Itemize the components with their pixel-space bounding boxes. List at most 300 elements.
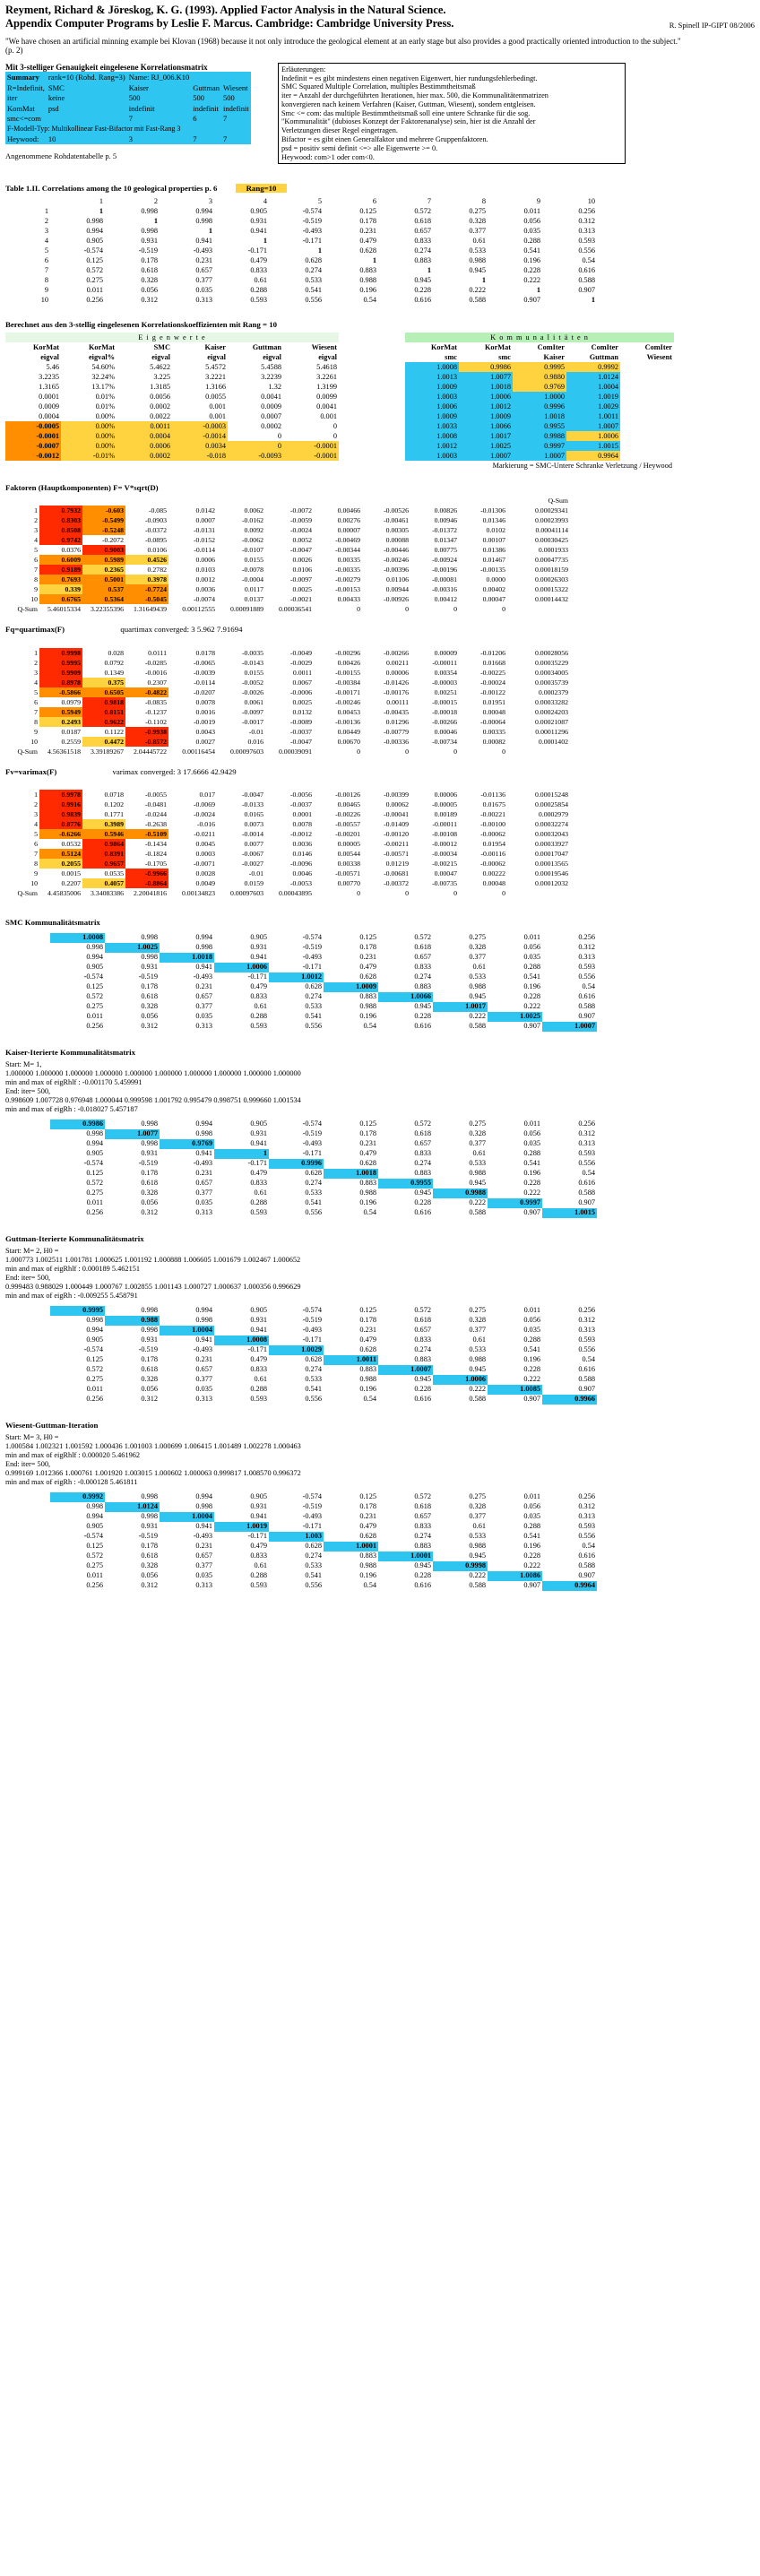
factor-header-row — [5, 638, 570, 648]
matrix-cell: 0.328 — [469, 943, 486, 952]
matrix-cell: 0.377 — [195, 1189, 212, 1197]
diagonal-cell: 1.0007 — [542, 1022, 597, 1032]
matrix-cell: 0.593 — [250, 1395, 267, 1404]
diagonal-cell: 0.9966 — [542, 1395, 597, 1405]
factor-cell: -0.00018 — [432, 707, 457, 716]
factor-cell: -0.0895 — [144, 536, 167, 545]
summary-cell: 500 — [221, 92, 251, 103]
eigen-cell: 0.00% — [61, 421, 117, 431]
fac1-section — [5, 483, 749, 614]
matrix-cell: 0.907 — [523, 1395, 540, 1404]
table-row — [5, 506, 570, 515]
matrix-cell: 0.377 — [469, 1139, 486, 1148]
corr-cell: 1 — [263, 237, 267, 246]
summary-cell: indefinit — [191, 103, 221, 114]
factor-cell: -0.00336 — [384, 737, 409, 746]
fac2-conv: quartimax converged: 3 5.962 7.91694 — [120, 625, 243, 635]
factor-cell: 0.8776 — [39, 819, 82, 829]
matrix-section — [5, 1048, 749, 1218]
row-spacer — [5, 1532, 50, 1542]
factor-cell: 0.01954 — [482, 840, 505, 849]
factor-cell: 0.0011 — [292, 668, 312, 677]
marker-row — [5, 461, 674, 471]
eigen-cell: 0.9880 — [513, 372, 566, 382]
eigen-cell: 0.9955 — [513, 421, 566, 431]
row-spacer — [5, 1395, 50, 1405]
matrix-cell: 0.035 — [195, 1385, 212, 1394]
col-header: Wiesent — [646, 352, 672, 361]
col-header: 7 — [427, 197, 431, 206]
corr-cell: 0.588 — [578, 276, 595, 285]
matrix-cell: -0.171 — [302, 1336, 322, 1344]
eigen-cell: 1.0007 — [459, 451, 513, 461]
col-header: Kaiser — [204, 342, 226, 351]
matrix-title: Kaiser-Iterierte Kommunalitätsmatrix — [5, 1047, 136, 1057]
factor-cell: 0.00035739 — [534, 678, 568, 687]
factor-cell: 0.0052 — [292, 536, 312, 545]
corr-cell: 0.833 — [414, 237, 431, 246]
eigen-cell: 0 — [228, 441, 283, 451]
matrix-cell: 0.222 — [523, 1561, 540, 1570]
matrix-cell: 0.256 — [578, 933, 595, 942]
table-row — [5, 1345, 597, 1355]
matrix-cell: -0.493 — [302, 953, 322, 962]
table-row — [5, 1561, 597, 1571]
eigen-cell: 1.0013 — [405, 372, 459, 382]
factor-cell: 0.0012 — [195, 575, 215, 584]
corr-cell: 1 — [317, 246, 322, 255]
matrix-cell: 0.945 — [414, 1002, 431, 1011]
corr-cell: 0.941 — [195, 237, 212, 246]
matrix-cell: 0.907 — [578, 1385, 595, 1394]
eigen-cell — [339, 431, 405, 441]
matrix-cell: 0.313 — [195, 1395, 212, 1404]
matrix-cell: 0.011 — [86, 1198, 103, 1207]
explanation-line: iter = Anzahl der durchgeführten Iterationen, hier max. 500, die Kommunalitätenmatrizen — [281, 91, 548, 100]
table-row — [5, 1149, 597, 1159]
table-row — [5, 1208, 597, 1218]
table-row — [5, 658, 570, 668]
matrix-cell: 0.588 — [469, 1395, 486, 1404]
table-row — [5, 972, 597, 982]
matrix-cell: 0.883 — [414, 982, 431, 991]
matrix-cell: 0.313 — [578, 1139, 595, 1148]
qsum-cell: 0.00112555 — [182, 605, 215, 614]
corr-cell: 0.941 — [250, 227, 267, 236]
table-row — [5, 668, 570, 678]
corr-cell: 0.593 — [250, 296, 267, 305]
factor-cell: -0.0114 — [194, 546, 215, 555]
row-spacer — [5, 1336, 50, 1345]
factor-cell: -0.0835 — [144, 697, 167, 706]
factor-cell: -0.0089 — [289, 717, 312, 726]
factor-cell: 0.00026303 — [534, 575, 568, 584]
factor-cell: -0.0037 — [289, 800, 312, 809]
matrix-cell: 0.011 — [523, 1492, 540, 1501]
corr-title — [5, 184, 749, 193]
matrix-cell: 0.593 — [578, 1336, 595, 1344]
factor-cell: 0.0077 — [244, 840, 263, 849]
row-label: 9 — [44, 286, 48, 295]
diagonal-cell: 1.0009 — [324, 982, 378, 992]
eigen-cell: 0.0022 — [150, 411, 170, 420]
matrix-cell: -0.574 — [83, 1159, 103, 1168]
matrix-cell: 0.231 — [195, 982, 212, 991]
matrix-cell: 0.54 — [582, 1169, 595, 1178]
factor-cell: 0.00402 — [482, 585, 505, 594]
factor-cell: 0.0106 — [292, 566, 312, 575]
summary-title: Mit 3-stelliger Genauigkeit eingelesene Korrelationsmatrix — [5, 62, 208, 72]
table-row — [5, 707, 570, 717]
row-label: 8 — [34, 575, 38, 584]
matrix-cell: 0.572 — [414, 1492, 431, 1501]
corr-cell: 0.588 — [469, 296, 486, 305]
matrix-cell: 0.288 — [250, 1385, 267, 1394]
factor-cell: 0.00019546 — [534, 869, 568, 878]
matrix-cell: 0.905 — [86, 1336, 103, 1344]
corr-cell: 0.228 — [414, 286, 431, 295]
matrix-cell: 0.588 — [469, 1581, 486, 1590]
factor-cell: 0.0003 — [195, 850, 215, 859]
matrix-cell: 0.883 — [414, 1169, 431, 1178]
row-label: 5 — [44, 246, 48, 255]
factor-cell: 0.00018159 — [534, 566, 568, 575]
matrix-cell: 0.288 — [523, 963, 540, 972]
factor-cell: 0.00433 — [337, 595, 360, 604]
matrix-cell: 0.618 — [414, 943, 431, 952]
factor-cell: -0.8864 — [125, 878, 168, 888]
kommunalitaet-matrices — [5, 918, 749, 1591]
factor-cell: -0.0016 — [144, 668, 167, 677]
diagonal-cell: 1.0015 — [542, 1208, 597, 1218]
factor-cell: -0.1434 — [144, 840, 167, 849]
eigen-cell: 0.0099 — [316, 392, 337, 401]
matrix-cell: 0.556 — [305, 1022, 322, 1031]
matrix-cell: 0.533 — [469, 1159, 486, 1168]
matrix-cell: 0.931 — [250, 943, 267, 952]
factor-cell: 0.9657 — [82, 859, 125, 869]
matrix-cell: 0.011 — [86, 1012, 103, 1021]
corr-section — [5, 184, 749, 305]
factor-cell: -0.00108 — [432, 830, 457, 839]
summary-cell: 6 — [191, 113, 221, 124]
corr-cell: 0.056 — [141, 286, 158, 295]
eigen-cell: 1.0011 — [566, 411, 620, 421]
matrix-cell: 0.54 — [363, 1208, 376, 1217]
eigen-cell: 0.0056 — [150, 392, 170, 401]
matrix-cell: 0.998 — [141, 1306, 158, 1315]
matrix-cell: 0.588 — [469, 1208, 486, 1217]
factor-cell: -0.0026 — [241, 687, 263, 696]
col-header: smc — [445, 352, 457, 361]
matrix-cell: 0.616 — [414, 1395, 431, 1404]
matrix-cell: 0.556 — [305, 1208, 322, 1217]
col-header: 6 — [372, 197, 376, 206]
diagonal-cell: 1.0018 — [160, 953, 214, 963]
matrix-cell: 0.657 — [195, 1179, 212, 1188]
eigen-cell: 0.9997 — [513, 441, 566, 451]
header-spacer — [39, 780, 82, 790]
factor-cell: 0.00047 — [482, 595, 505, 604]
eigen-cell: -0.01% — [61, 451, 117, 461]
explanation-line: SMC Squared Multiple Correlation, multiples Bestimmtheitsmaß — [281, 82, 476, 91]
factor-cell: 0.0045 — [195, 840, 215, 849]
table-row — [5, 217, 597, 227]
diagonal-cell: 0.9964 — [542, 1581, 597, 1591]
kommunalitaet-band: K o m m u n a l i t ä t e n — [405, 333, 674, 342]
matrix-cell: 0.228 — [523, 1179, 540, 1188]
matrix-cell: 0.833 — [250, 1179, 267, 1188]
matrix-cell: 0.833 — [250, 1552, 267, 1560]
matrix-cell: 0.61 — [472, 1336, 486, 1344]
matrix-cell: 0.593 — [250, 1208, 267, 1217]
corr-cell: 0.533 — [305, 276, 322, 285]
factor-cell: 0.0007 — [195, 516, 215, 525]
table-row — [5, 1022, 597, 1032]
matrix-cell: 0.256 — [578, 1492, 595, 1501]
factor-cell: -0.0021 — [289, 595, 312, 604]
matrix-cell: 0.931 — [141, 1336, 158, 1344]
table-row — [5, 717, 570, 727]
header-spacer — [82, 638, 125, 648]
table-row — [5, 1159, 597, 1169]
matrix-cell: 0.035 — [195, 1571, 212, 1580]
corr-cell: 0.998 — [195, 217, 212, 226]
factor-cell: 0.8508 — [39, 525, 82, 535]
corr-cell: 0.256 — [578, 207, 595, 216]
corr-cell: 0.312 — [578, 217, 595, 226]
row-label: 8 — [34, 717, 38, 726]
qsum-cell: 0 — [405, 889, 409, 898]
factor-cell: -0.0049 — [289, 648, 312, 657]
eigen-cell: 1.3165 — [39, 382, 59, 391]
factor-cell: 0.4526 — [125, 555, 168, 565]
factor-cell: 0.0155 — [244, 668, 263, 677]
eigen-section — [5, 320, 749, 471]
factor-cell: -0.00246 — [384, 556, 409, 565]
matrix-cell: 0.274 — [305, 1552, 322, 1560]
eigen-cell: 1.3185 — [150, 382, 170, 391]
factor-cell: 0.00222 — [482, 869, 505, 878]
matrix-cell: 0.274 — [414, 1532, 431, 1541]
corr-cell: 0.275 — [86, 276, 103, 285]
matrix-cell: 0.931 — [250, 1129, 267, 1138]
matrix-cell: 0.988 — [359, 1002, 376, 1011]
matrix-cell: 0.228 — [414, 1571, 431, 1580]
factor-cell: 0.2493 — [39, 717, 82, 727]
factor-cell: 0.2307 — [147, 678, 167, 687]
matrix-cell: -0.574 — [83, 972, 103, 981]
factor-cell: 0.00033927 — [534, 840, 568, 849]
factor-cell: -0.00005 — [432, 800, 457, 809]
factor-cell: 0.00030425 — [534, 536, 568, 545]
header-spacer — [362, 638, 410, 648]
matrix-cell: 0.011 — [523, 933, 540, 942]
factor-cell: -0.085 — [148, 506, 167, 515]
eigen-cell: 0.0034 — [172, 441, 228, 451]
factor-cell: 0.00670 — [337, 737, 360, 746]
row-spacer — [5, 1492, 50, 1502]
matrix-cell: 0.998 — [141, 1139, 158, 1148]
corr-cell: 0.61 — [472, 237, 486, 246]
row-spacer — [5, 1522, 50, 1532]
eigen-header-row — [5, 342, 674, 352]
factor-cell: 0.00033282 — [534, 697, 568, 706]
header-spacer — [362, 496, 410, 506]
matrix-cell: 0.941 — [195, 1336, 212, 1344]
row-spacer — [5, 992, 50, 1002]
matrix-cell: 0.988 — [359, 1561, 376, 1570]
eigen-cell — [339, 441, 405, 451]
table-row — [5, 1375, 597, 1385]
factor-cell: -0.0039 — [193, 668, 215, 677]
factor-cell: -0.0244 — [144, 810, 167, 819]
matrix-cell: 0.479 — [359, 1336, 376, 1344]
row-label: 1 — [44, 207, 48, 216]
matrix-cell: 0.178 — [359, 1502, 376, 1511]
title-line-2 — [5, 17, 755, 30]
diagonal-cell: 1.0029 — [269, 1345, 324, 1355]
eigen-cell: -0.0012 — [5, 451, 61, 461]
matrix-cell: 0.312 — [578, 1129, 595, 1138]
factor-cell: -0.00215 — [432, 860, 457, 869]
col-header: eigval — [318, 352, 337, 361]
qsum-cell: 0.00036541 — [278, 605, 312, 614]
corr-cell: 0.616 — [414, 296, 431, 305]
matrix-cell: 0.572 — [86, 1365, 103, 1374]
corr-cell: 0.541 — [305, 286, 322, 295]
summary-cell: Name: RJ_006.K10 — [128, 73, 190, 82]
factor-cell: 0.6765 — [39, 594, 82, 604]
kommunalitaet-table — [5, 1119, 597, 1218]
matrix-cell: 0.125 — [359, 1492, 376, 1501]
factor-cell: -0.00335 — [335, 566, 360, 575]
col-header: eigval% — [88, 352, 115, 361]
corr-cell: 0.196 — [359, 286, 376, 295]
matrix-cell: -0.493 — [193, 1532, 212, 1541]
explanation-line: psd = positiv semi definit <=> alle Eigenwerte >= 0. — [281, 143, 438, 152]
factor-cell: 0.0146 — [292, 850, 312, 859]
matrix-cell: 0.479 — [250, 1542, 267, 1551]
factor-cell: 0.5946 — [82, 829, 125, 839]
gap-cell — [339, 333, 405, 342]
matrix-cell: 0.616 — [414, 1208, 431, 1217]
qsum-cell: 0.00116454 — [182, 747, 215, 756]
table-row — [5, 737, 570, 747]
factor-cell: 0.0036 — [195, 585, 215, 594]
header-spacer — [459, 780, 507, 790]
matrix-cell: -0.493 — [302, 1326, 322, 1335]
matrix-cell: 0.616 — [578, 1552, 595, 1560]
row-label: 5 — [34, 546, 38, 555]
matrix-cell: 0.533 — [305, 1189, 322, 1197]
matrix-cell: 0.616 — [578, 992, 595, 1001]
eigen-cell: 0.00% — [61, 441, 117, 451]
matrix-cell: 0.056 — [141, 1385, 158, 1394]
marker-legend: Markierung = SMC-Untere Schranke Verletzung / Heywood — [492, 461, 672, 470]
eigen-cell: 1.0006 — [405, 402, 459, 411]
matrix-cell: 0.556 — [578, 1159, 595, 1168]
matrix-cell: -0.519 — [138, 972, 158, 981]
matrix-cell: 0.541 — [305, 1571, 322, 1580]
factor-cell: -0.4822 — [125, 687, 168, 697]
factor-cell: 0.00041114 — [535, 526, 568, 535]
corr-cell: 0.61 — [254, 276, 267, 285]
eigen-row — [5, 411, 674, 421]
row-spacer — [5, 1139, 50, 1149]
factor-cell: 0.5124 — [39, 849, 82, 859]
matrix-cell: 0.125 — [86, 1355, 103, 1364]
factor-cell: 0.5364 — [82, 594, 125, 604]
rang-badge: Rang=10 — [236, 184, 288, 193]
header-spacer — [507, 780, 570, 790]
factor-cell: 0.00088 — [385, 536, 409, 545]
factor-cell: 0.01675 — [482, 800, 505, 809]
corr-cell: 0.288 — [250, 286, 267, 295]
factor-cell: 0.0073 — [244, 820, 263, 829]
explanation-line: konvergieren nach keinem Verfahren (Kaiser, Guttman, Wiesent), sondern entgleisen. — [281, 99, 536, 108]
matrix-cell: 0.011 — [86, 1385, 103, 1394]
table-row — [5, 829, 570, 839]
matrix-cell: 0.479 — [250, 1355, 267, 1364]
spacer — [5, 461, 405, 471]
factor-cell: 0.2207 — [61, 879, 81, 888]
matrix-cell: 0.941 — [250, 953, 267, 962]
matrix-cell: 0.056 — [141, 1012, 158, 1021]
matrix-cell: 0.274 — [305, 1179, 322, 1188]
title-text-2: Appendix Computer Programs by Leslie F. Marcus. Cambridge: Cambridge University Press. — [5, 16, 454, 30]
matrix-cell: 0.883 — [359, 1365, 376, 1374]
eigen-row — [5, 421, 674, 431]
factor-cell: -0.5109 — [125, 829, 168, 839]
row-label: 1 — [34, 791, 38, 800]
factor-cell: 0.017 — [199, 791, 215, 800]
row-spacer — [5, 1022, 50, 1032]
summary-cell — [47, 113, 127, 124]
factor-cell: -0.00201 — [335, 830, 360, 839]
row-label: 7 — [34, 707, 38, 716]
corr-cell: 0.313 — [195, 296, 212, 305]
col-header: 2 — [153, 197, 158, 206]
factor-cell: -0.9938 — [125, 727, 168, 737]
matrix-cell: 0.588 — [578, 1189, 595, 1197]
row-label: 4 — [34, 820, 38, 829]
matrix-cell: 0.377 — [195, 1561, 212, 1570]
summary-row — [5, 134, 251, 144]
matrix-cell: 0.572 — [86, 1179, 103, 1188]
corr-cell: 0.657 — [414, 227, 431, 236]
factor-cell: -0.00266 — [384, 648, 409, 657]
eigen-cell: 0.01% — [95, 402, 115, 411]
eigen-cell: 1.0009 — [405, 411, 459, 421]
matrix-cell: 0.035 — [523, 1512, 540, 1521]
eigen-cell: 5.4622 — [150, 362, 170, 371]
factor-cell: -0.00064 — [480, 717, 505, 726]
eigen-cell: 1.0124 — [566, 372, 620, 382]
factor-cell: 0.0026 — [292, 556, 312, 565]
corr-cell: 0.313 — [578, 227, 595, 236]
qsum-cell: 0.00039091 — [278, 747, 312, 756]
diagonal-cell: 1 — [214, 1149, 269, 1159]
table-row — [5, 1326, 597, 1336]
matrix-cell: 0.196 — [359, 1571, 376, 1580]
summary-area — [5, 63, 749, 165]
factor-cell: 0.00544 — [337, 850, 360, 859]
matrix-cell: 0.54 — [582, 1542, 595, 1551]
factor-cell: -0.5248 — [82, 525, 125, 535]
eigen-cell: 1.0077 — [459, 372, 513, 382]
eigen-cell: 1.0000 — [513, 392, 566, 402]
